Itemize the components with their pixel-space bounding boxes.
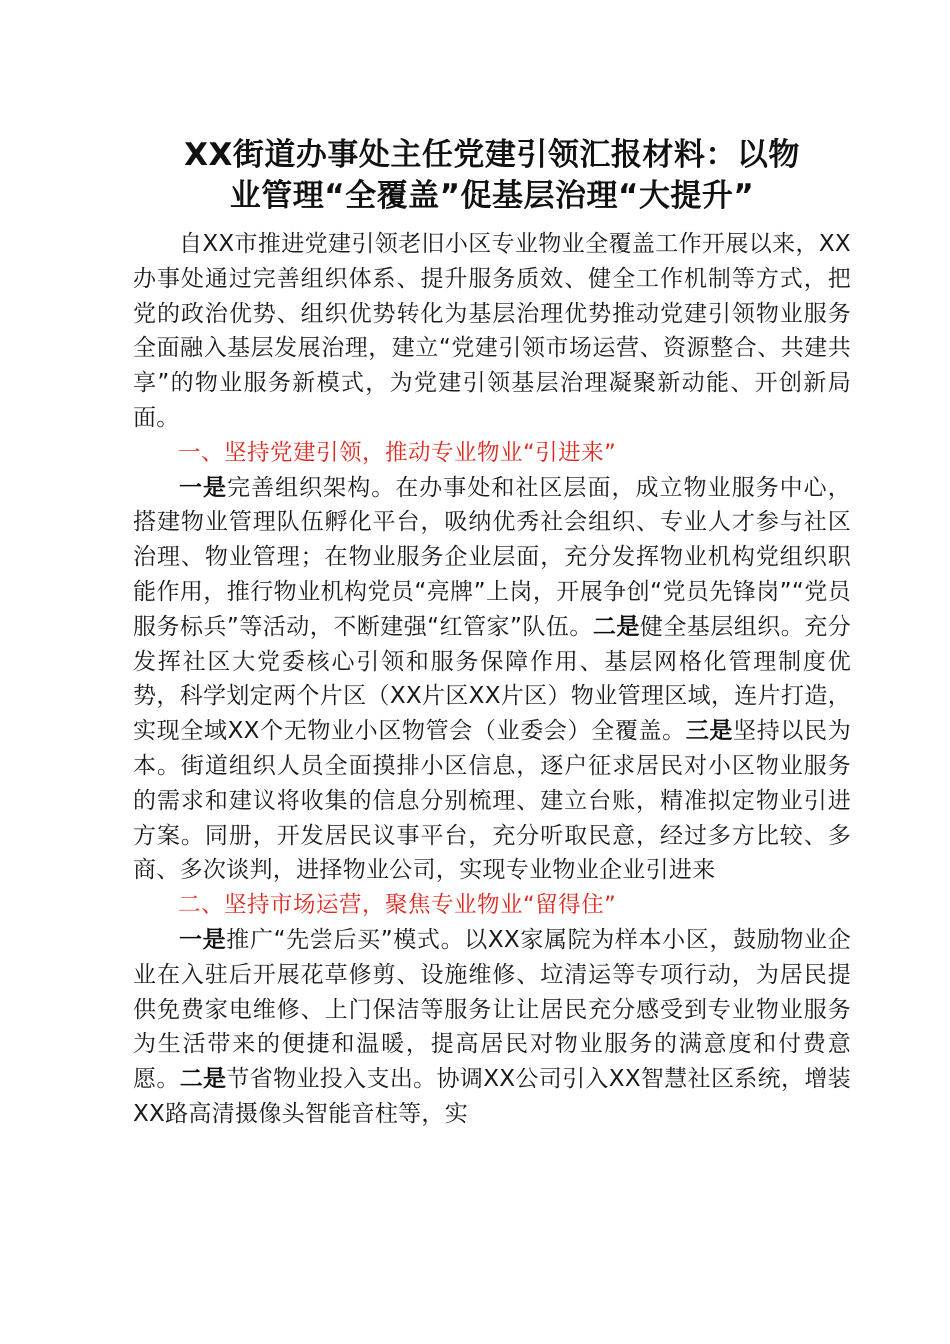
section-1-lead-3: 三是 (685, 718, 734, 745)
section-2-heading: 二、坚持市场运营，聚焦专业物业“留得住” (178, 892, 617, 919)
section-2-lead-2: 二是 (179, 1066, 227, 1093)
section-1-heading: 一、坚持党建引领，推动专业物业“引进来” (178, 439, 617, 466)
intro-paragraph: 自XX市推进党建引领老旧小区专业物业全覆盖工作开展以来，XX办事处通过完善组织体系、提升服务质效、健全工作机制等方式，把党的政治优势、组织优势转化为基层治理优势推动党建引领物业服务全面融入基层发展治理，建立“党建引领市场运营、资源整合、共建共享”的物业服务新模式，为党建引领基层治理凝聚新动能、开创新局面。 (133, 231, 851, 431)
document-title (133, 135, 851, 217)
section-2-lead-1: 一是 (179, 926, 227, 953)
section-1-text-1: 完善组织架构。在办事处和社区层面，成立物业服务中心，搭建物业管理队伍孵化平台，吸纳优秀社会组织、专业人才参与社区治理、物业管理；在物业服务企业层面，充分发挥物业机构党组织职能作用，推行物业机构党员“亮牌”上岗，开展争创“党员先锋岗”“党员服务标兵”等活动，不断建强“红管家”队伍。 (133, 474, 851, 640)
section-1-text-3: 坚持以民为本。街道组织人员全面摸排小区信息，逐户征求居民对小区物业服务的需求和建议将收集的信息分别梳理、建立台账，精准拟定物业引进方案。同册，开发居民议事平台，充分听取民意，经过多方比较、多商、多次谈判，进择物业公司，实现专业物业企业引进来 (133, 718, 851, 884)
section-2-text-2: 节省物业投入支出。协调XX公司引入XX智慧社区系统，增装XX路高清摄像头智能音柱等，实 (133, 1066, 851, 1127)
section-2-paragraph (133, 923, 851, 1132)
section-1-text-2: 健全基层组织。充分发挥社区大党委核心引领和服务保障作用、基层网格化管理制度优势，科学划定两个片区（XX片区XX片区）物业管理区域，连片打造，实现全域XX个无物业小区物管会（业委会）全覆盖。 (133, 613, 851, 745)
document-title-line-2: 业管理“全覆盖”促基层治理“大提升” (229, 178, 755, 214)
section-1-lead-2: 二是 (592, 613, 640, 640)
section-1-paragraph (133, 471, 851, 889)
document-body (133, 135, 851, 1132)
document-title-line-1: XX街道办事处主任党建引领汇报材料：以物 (184, 137, 800, 173)
section-1-lead-1: 一是 (179, 474, 228, 501)
section-2-text-1: 推广“先尝后买”模式。以XX家属院为样本小区，鼓励物业企业在入驻后开展花草修剪、设施维修、垃清运等专项行动，为居民提供免费家电维修、上门保洁等服务让让居民充分感受到专业物业服务为生活带来的便捷和温暖，提高居民对物业服务的满意度和付费意愿。 (133, 926, 851, 1093)
